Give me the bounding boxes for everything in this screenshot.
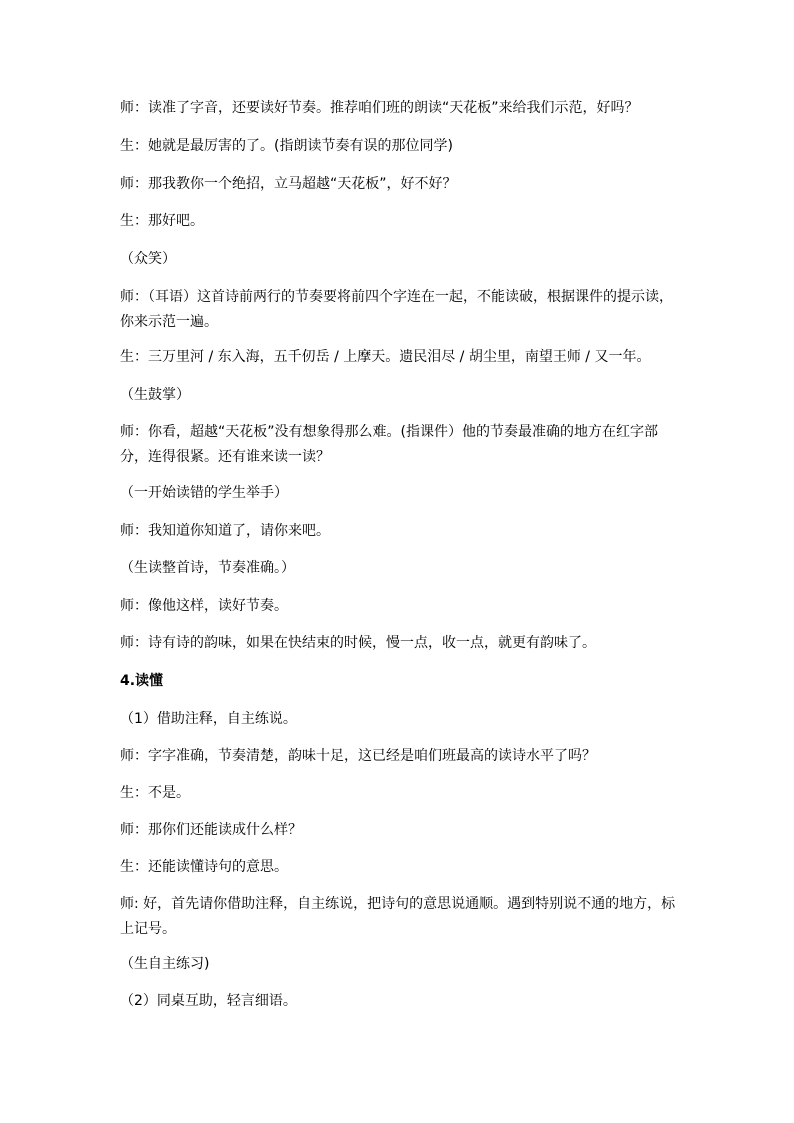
paragraph-7: 生：三万里河 / 东入海，五千仞岳 / 上摩天。遗民泪尽 / 胡尘里，南望王师 / 又一年。 — [120, 349, 651, 365]
paragraph-17: 师：字字准确，节奏清楚，韵味十足，这已经是咱们班最高的读诗水平了吗？ — [120, 748, 596, 764]
paragraph-5: （众笑） — [120, 251, 176, 267]
section-heading-4: 4.读懂 — [120, 673, 164, 689]
paragraph-19: 师：那你们还能读成什么样？ — [120, 822, 302, 838]
paragraph-12: （生读整首诗，节奏准确。） — [120, 560, 295, 576]
paragraph-4: 生：那好吧。 — [120, 213, 204, 229]
paragraph-21: 师: 好，首先请你借助注释，自主练说，把诗句的意思说通顺。遇到特别说不通的地方，标上记号。 — [120, 896, 676, 937]
paragraph-16: （1）借助注释，自主练说。 — [120, 711, 297, 727]
paragraph-20: 生：还能读懂诗句的意思。 — [120, 859, 288, 875]
paragraph-1: 师：读准了字音，还要读好节奏。推荐咱们班的朗读“天花板”来给我们示范，好吗？ — [120, 100, 639, 116]
paragraph-2: 生：她就是最厉害的了。(指朗读节奏有误的那位同学) — [120, 138, 453, 154]
paragraph-23: （2）同桌互助，轻言细语。 — [120, 993, 297, 1009]
paragraph-22: （生自主练习) — [120, 956, 210, 972]
paragraph-13: 师：像他这样，读好节奏。 — [120, 598, 288, 614]
paragraph-8: （生鼓掌） — [120, 387, 190, 403]
paragraph-6: 师：（耳语）这首诗前两行的节奏要将前四个字连在一起，不能读破，根据课件的提示读，你来示范一遍。 — [120, 289, 673, 330]
paragraph-10: （一开始读错的学生举手） — [120, 485, 288, 501]
paragraph-9: 师：你看，超越“天花板”没有想象得那么难。(指课件）他的节奏最准确的地方在红字部分，连得很紧。还有谁来读一读？ — [120, 424, 658, 465]
paragraph-3: 师：那我教你一个绝招，立马超越“天花板”，好不好？ — [120, 176, 457, 192]
paragraph-18: 生：不是。 — [120, 785, 190, 801]
paragraph-11: 师：我知道你知道了，请你来吧。 — [120, 523, 330, 539]
paragraph-14: 师：诗有诗的韵味，如果在快结束的时候，慢一点，收一点，就更有韵味了。 — [120, 635, 596, 651]
